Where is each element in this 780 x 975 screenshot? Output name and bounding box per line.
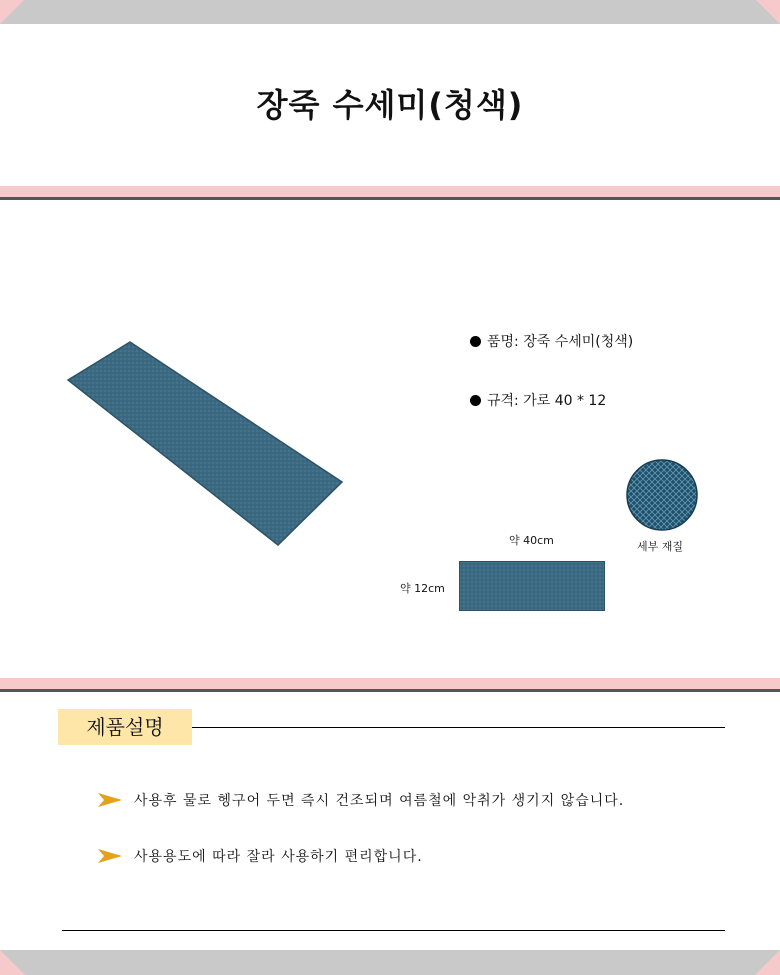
product-swatch [459,561,605,611]
arrow-bullet-icon [98,849,122,863]
product-image [60,330,360,560]
spec-size: 규격: 가로 40 * 12 [470,390,606,410]
bottom-band [0,950,780,975]
material-detail-image [625,458,699,532]
height-label: 약 12cm [400,582,445,595]
section-rule [192,727,725,728]
width-label: 약 40cm [509,534,554,547]
arrow-bullet-icon [98,793,122,807]
list-item: 사용용도에 따라 잘라 사용하기 편리합니다. [98,846,423,866]
bullet-dot-icon [470,395,481,406]
top-band [0,0,780,24]
page-title: 장죽 수세미(청색) [256,86,524,124]
divider-middle-shadow [0,689,780,692]
section-title-box: 제품설명 [58,709,192,745]
spec-name: 품명: 장죽 수세미(청색) [470,331,633,351]
bullet-dot-icon [470,336,481,347]
bottom-rule [62,930,725,931]
list-item: 사용후 물로 헹구어 두면 즉시 건조되며 여름철에 악취가 생기지 않습니다. [98,790,624,810]
material-caption: 세부 재질 [637,540,684,553]
divider-top-shadow [0,197,780,200]
